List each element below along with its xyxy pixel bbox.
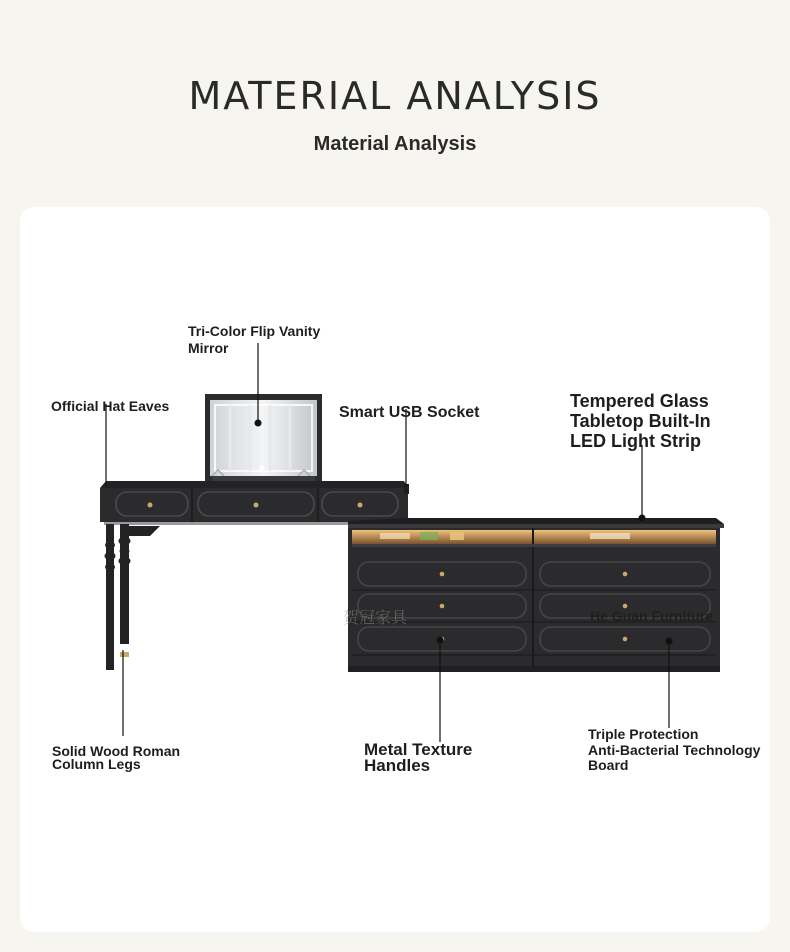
watermark-text: 贺冠家具 [343,608,408,627]
label-metal-handles-line2: Handles [364,755,431,775]
label-roman-legs-line1: Solid Wood Roman [52,743,181,759]
label-roman-legs [52,745,180,770]
label-antibacterial-board-line3: Board [588,757,629,774]
roman-column-legs [105,524,161,670]
label-tempered-glass-line1: Tempered Glass [570,391,709,411]
label-metal-handles [364,742,472,773]
label-roman-legs-line2: Column Legs [52,755,141,772]
label-antibacterial-board-line2: Anti-Bacterial Technology [588,741,761,758]
label-flip-mirror-line2: Mirror [188,339,229,356]
label-brand: He Guan Furniture [590,608,713,624]
label-tempered-glass-line3: LED Light Strip [570,430,701,451]
label-tempered-glass-line2: Tabletop Built-In [570,410,711,431]
label-flip-mirror-line1: Tri-Color Flip Vanity [188,323,321,339]
vanity-desk [100,481,409,525]
page-title: MATERIAL ANALYSIS [188,74,602,118]
label-tempered-glass [570,392,711,451]
flip-mirror [205,394,322,490]
label-flip-mirror [188,324,320,355]
label-metal-handles-line1: Metal Texture [364,740,473,759]
label-usb-socket: Smart USB Socket [339,404,480,421]
drawer-cabinet [348,518,724,672]
label-antibacterial-board-line1: Triple Protection [588,726,699,742]
page-subtitle: Material Analysis [313,133,477,155]
label-antibacterial-board [588,727,760,774]
label-hat-eaves: Official Hat Eaves [51,398,170,414]
